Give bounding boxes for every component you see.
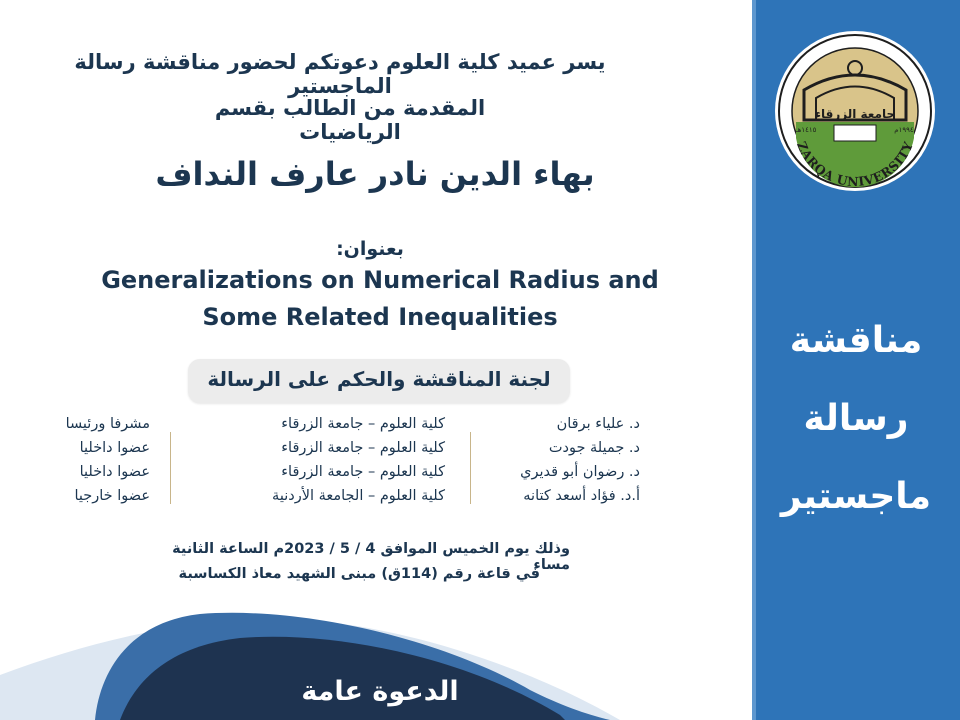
sidebar-edge bbox=[752, 0, 756, 720]
student-name: بهاء الدين نادر عارف النداف bbox=[155, 155, 595, 193]
committee-heading: لجنة المناقشة والحكم على الرسالة bbox=[207, 367, 551, 391]
committee-names bbox=[470, 412, 640, 508]
thesis-title-line2: Some Related Inequalities bbox=[202, 303, 558, 331]
member-role: عضوا داخليا bbox=[79, 464, 150, 480]
thesis-title-line1: Generalizations on Numerical Radius and bbox=[101, 266, 659, 294]
thesis-title bbox=[60, 262, 700, 336]
invitation-line2: المقدمة من الطالب بقسم الرياضيات bbox=[214, 96, 486, 144]
member-name: أ.د. فؤاد أسعد كتانه bbox=[523, 488, 640, 504]
committee-roles bbox=[20, 412, 150, 508]
member-affiliation: كلية العلوم – جامعة الزرقاء bbox=[281, 440, 445, 456]
defense-date: وذلك يوم الخميس الموافق 4 / 5 / 2023م الساعة الثانية مساء bbox=[172, 541, 570, 573]
divider-line bbox=[470, 432, 471, 504]
committee-affiliations bbox=[175, 412, 445, 508]
logo-english-name: ZARQA UNIVERSITY bbox=[794, 139, 916, 190]
defense-hall: في قاعة رقم (114ق) مبنى الشهيد معاذ الكساسبة bbox=[178, 566, 540, 582]
thesis-title-label: بعنوان: bbox=[336, 238, 404, 260]
logo-year-right: ١٩٩٤م bbox=[894, 126, 914, 134]
invitation-line1: يسر عميد كلية العلوم دعوتكم لحضور مناقشة رسالة الماجستير bbox=[74, 50, 606, 98]
member-name: د. علياء برقان bbox=[556, 416, 640, 432]
member-name: د. جميلة جودت bbox=[548, 440, 640, 456]
member-affiliation: كلية العلوم – جامعة الزرقاء bbox=[281, 416, 445, 432]
public-invitation-label: الدعوة عامة bbox=[301, 676, 459, 707]
member-affiliation: كلية العلوم – جامعة الزرقاء bbox=[281, 464, 445, 480]
member-affiliation: كلية العلوم – الجامعة الأردنية bbox=[272, 488, 445, 504]
member-role: مشرفا ورئيسا bbox=[65, 416, 150, 432]
member-role: عضوا داخليا bbox=[79, 440, 150, 456]
logo-year-left: ١٤١٥هـ bbox=[795, 126, 817, 134]
logo-arabic-name: جامعة الزرقاء bbox=[814, 107, 896, 121]
divider-line bbox=[170, 432, 171, 504]
member-name: د. رضوان أبو قديري bbox=[520, 464, 640, 480]
sidebar-line1: مناقشة bbox=[789, 320, 923, 361]
member-role: عضوا خارجيا bbox=[74, 488, 150, 504]
sidebar-line3: ماجستير bbox=[780, 476, 932, 517]
sidebar-line2: رسالة bbox=[803, 398, 909, 439]
university-logo bbox=[774, 30, 936, 192]
